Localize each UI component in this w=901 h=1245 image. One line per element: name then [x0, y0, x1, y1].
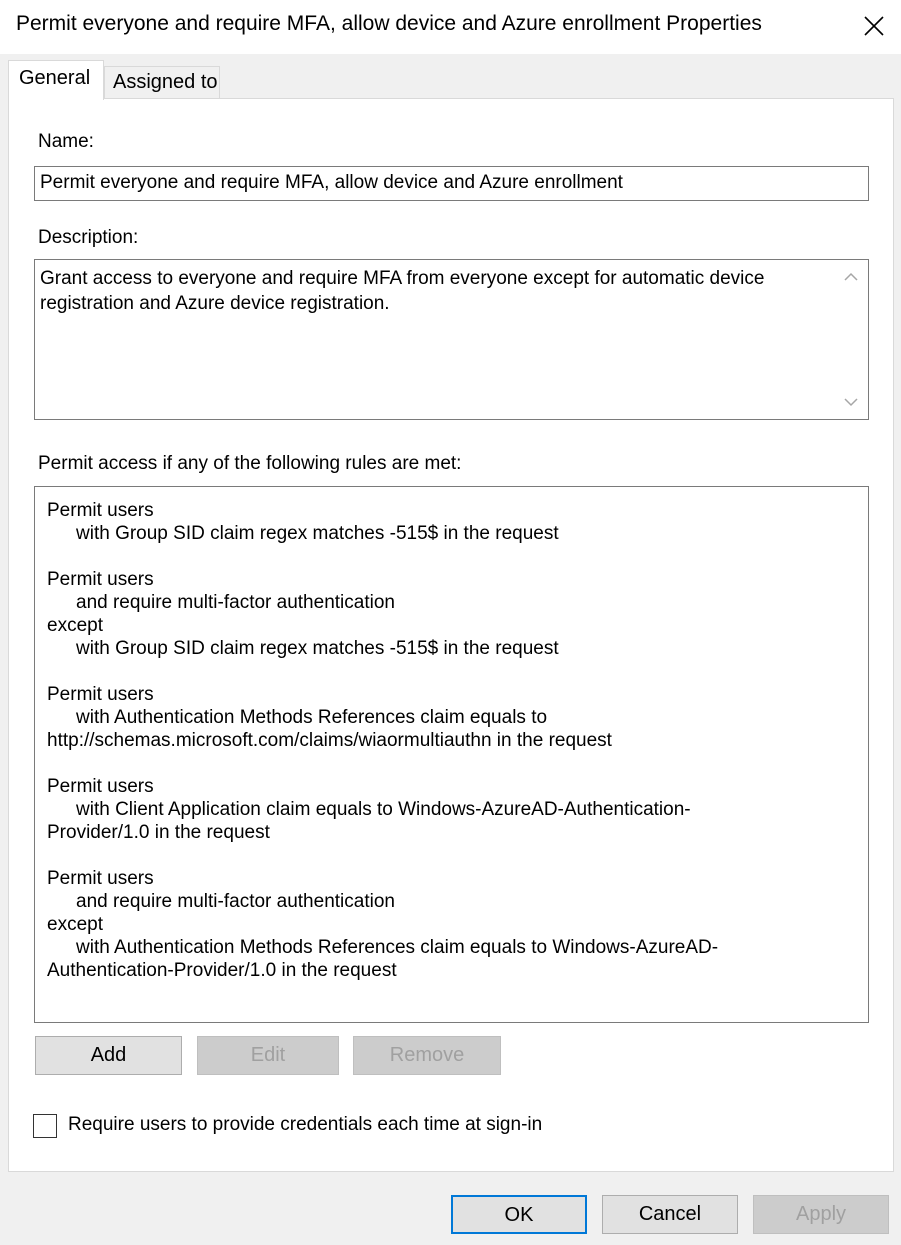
name-label: Name: — [38, 131, 94, 152]
rule-line: Permit users — [47, 776, 154, 797]
rule-item[interactable] — [47, 499, 858, 545]
ok-button[interactable]: OK — [451, 1195, 587, 1234]
rule-line: Permit users — [47, 684, 154, 705]
rule-line: Permit users — [47, 569, 154, 590]
tab-assigned-to[interactable] — [104, 66, 220, 99]
edit-rule-button[interactable]: Edit — [197, 1036, 339, 1075]
rule-line: except — [47, 615, 103, 636]
tab-general[interactable] — [8, 60, 104, 100]
require-credentials-label[interactable]: Require users to provide credentials each time at sign-in — [68, 1114, 543, 1135]
description-textarea[interactable] — [34, 259, 869, 420]
description-label: Description: — [38, 227, 139, 248]
rule-line: and require multi-factor authentication — [76, 891, 395, 912]
description-line: Grant access to everyone and require MFA from everyone except for automatic device — [40, 268, 765, 289]
cancel-button[interactable]: Cancel — [602, 1195, 738, 1234]
chevron-down-icon[interactable] — [844, 397, 858, 407]
rule-line: with Group SID claim regex matches -515$ in the request — [76, 638, 559, 659]
require-credentials-checkbox[interactable] — [33, 1114, 57, 1138]
close-button[interactable] — [852, 6, 896, 46]
name-input[interactable]: Permit everyone and require MFA, allow device and Azure enrollment — [34, 166, 869, 201]
rule-line: with Group SID claim regex matches -515$ in the request — [76, 523, 559, 544]
add-rule-button[interactable]: Add — [35, 1036, 182, 1075]
rule-line: Permit users — [47, 868, 154, 889]
description-line: registration and Azure device registration. — [40, 293, 390, 314]
apply-button[interactable]: Apply — [753, 1195, 889, 1234]
rule-line: with Authentication Methods References claim equals to — [76, 707, 548, 728]
remove-rule-button[interactable]: Remove — [353, 1036, 501, 1075]
rule-item[interactable] — [47, 683, 858, 752]
rules-label: Permit access if any of the following rules are met: — [38, 453, 462, 474]
title-bar[interactable] — [0, 0, 901, 54]
tab-general-label: General — [19, 67, 91, 89]
tab-assigned-to-label: Assigned to — [113, 71, 218, 93]
window-title: Permit everyone and require MFA, allow device and Azure enrollment Properties — [16, 12, 762, 35]
chevron-up-icon[interactable] — [844, 272, 858, 282]
rule-line: with Authentication Methods References claim equals to Windows-AzureAD- — [76, 937, 719, 958]
rule-line: except — [47, 914, 103, 935]
rule-item[interactable] — [47, 775, 858, 844]
rule-line: Authentication-Provider/1.0 in the request — [47, 960, 397, 981]
rule-item[interactable] — [47, 867, 858, 982]
rule-line: http://schemas.microsoft.com/claims/wiaormultiauthn in the request — [47, 730, 612, 751]
close-icon — [864, 16, 884, 36]
rule-line: Permit users — [47, 500, 154, 521]
rule-line: with Client Application claim equals to Windows-AzureAD-Authentication- — [76, 799, 691, 820]
rule-line: Provider/1.0 in the request — [47, 822, 270, 843]
rule-line: and require multi-factor authentication — [76, 592, 395, 613]
rule-item[interactable] — [47, 568, 858, 660]
rules-list[interactable] — [34, 486, 869, 1023]
